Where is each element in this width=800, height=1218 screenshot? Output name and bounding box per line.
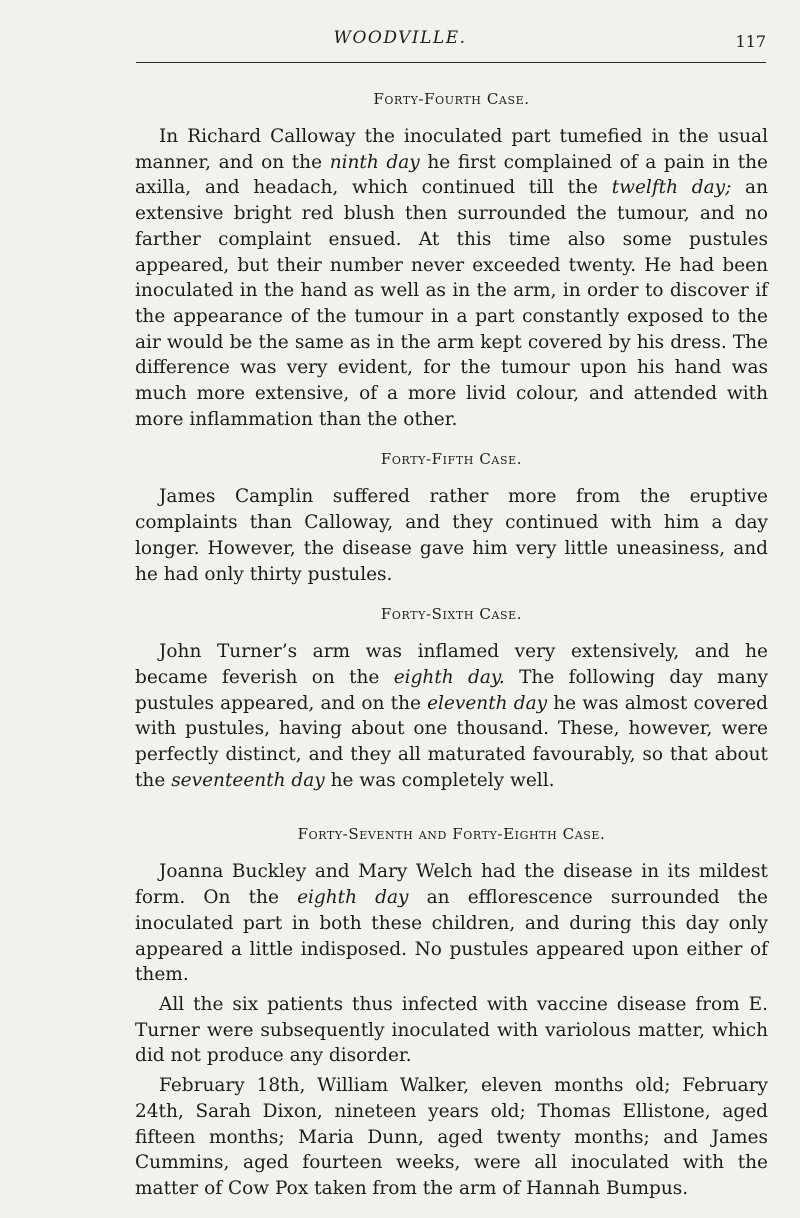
text-run: he was completely well. bbox=[324, 769, 555, 791]
case-45 bbox=[135, 448, 768, 587]
text-run: Joanna Buckley and Mary Welch had the disease in its mildest form. On the bbox=[135, 861, 768, 909]
case-heading: Forty-Fifth Case. bbox=[380, 450, 523, 469]
paragraph bbox=[135, 992, 768, 1069]
paragraph bbox=[135, 124, 768, 432]
case-heading: Forty-Fourth Case. bbox=[373, 90, 530, 108]
text-run: All the six patients thus infected with vaccine disease from E. Turner were subsequently inoculated with variolous matter, which did not produce any disorder. bbox=[135, 993, 768, 1067]
case-47-48 bbox=[135, 823, 768, 1201]
page-number: 117 bbox=[735, 32, 766, 51]
text-run: The following day many pustules appeared, and on the bbox=[135, 666, 768, 714]
text-run: an efflorescence surrounded the inoculated part in both these children, and during this day only appeared a little indisposed. No pustules appeared upon either of them. bbox=[135, 887, 768, 986]
italic-text: twelfth day; bbox=[611, 177, 732, 199]
italic-text: eighth day bbox=[297, 887, 409, 909]
paragraph bbox=[135, 639, 768, 793]
page-body bbox=[135, 88, 768, 1218]
paragraph bbox=[135, 484, 768, 587]
text-run: February 18th, William Walker, eleven months old; February 24th, Sarah Dixon, nineteen years old; Thomas Ellistone, aged fifteen months; Maria Dunn, aged twenty months; and James Cummins, aged fourteen weeks, were all inoculated with the matter of Cow Pox taken from the arm of Hannah Bumpus. bbox=[135, 1075, 768, 1199]
case-heading: Forty-Sixth Case. bbox=[380, 605, 523, 624]
italic-text: eleventh day bbox=[427, 692, 548, 714]
italic-text: eighth day. bbox=[393, 666, 505, 688]
paragraph bbox=[135, 859, 768, 988]
running-head bbox=[0, 28, 800, 58]
text-run: James Camplin suffered rather more from the eruptive complaints than Calloway, and they continued with him a day longer. However, the disease gave him very little uneasiness, and he had only thirty pustules. bbox=[135, 486, 768, 585]
italic-text: seventeenth day bbox=[171, 769, 325, 791]
text-run: John Turner’s arm was inflamed very extensively, and he became feverish on the bbox=[135, 641, 768, 688]
text-run: he first complained of a pain in the axilla, and headach, which continued till the bbox=[135, 151, 768, 199]
case-46 bbox=[135, 603, 768, 793]
text-run: In Richard Calloway the inoculated part tumefied in the usual manner, and on the bbox=[135, 126, 768, 173]
paragraph bbox=[135, 1073, 768, 1202]
header-rule bbox=[136, 62, 766, 63]
text-run: an extensive bright red blush then surrounded the tumour, and no farther complaint ensued. At this time also some pustules appeared, but their number never exceeded twenty. He had been inoculated in the hand as well as in the arm, in order to discover if the appearance of the tumour in a part constantly exposed to the air would be the same as in the arm kept covered by his dress. The difference was very evident, for the tumour upon his hand was much more extensive, of a more livid colour, and attended with more inflammation than the other. bbox=[135, 177, 768, 430]
case-44 bbox=[135, 88, 768, 432]
text-run: he was almost covered with pustules, having about one thousand. These, however, were perfectly distinct, and they all maturated favourably, so that about the bbox=[135, 692, 768, 791]
running-title: WOODVILLE. bbox=[333, 28, 467, 48]
case-heading: Forty-Seventh and Forty-Eighth Case. bbox=[297, 825, 606, 844]
italic-text: ninth day bbox=[329, 151, 420, 173]
